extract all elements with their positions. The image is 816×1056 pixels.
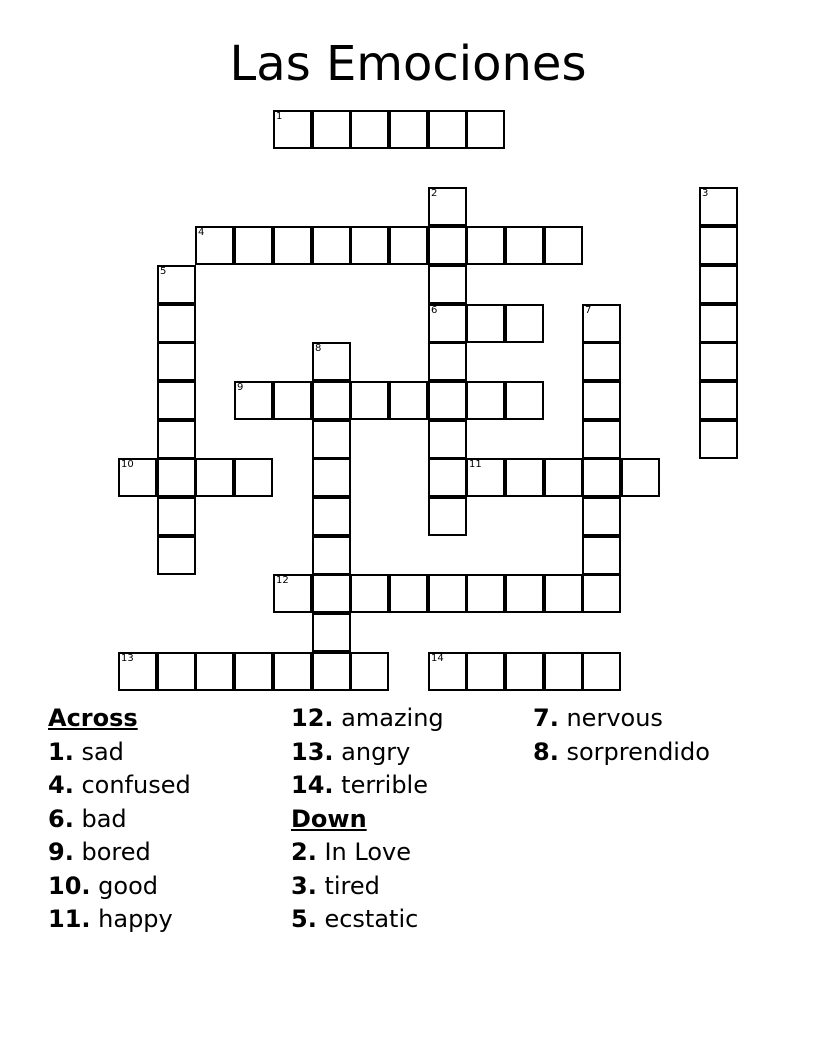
across-heading: Across [48,704,138,732]
grid-cell[interactable] [195,652,234,691]
grid-cell[interactable] [505,458,544,497]
grid-cell[interactable] [157,497,196,536]
grid-cell[interactable] [234,226,273,265]
clue-number: 3 [702,188,709,199]
clue-across-1: 1. sad [48,737,124,766]
grid-cell[interactable] [582,652,621,691]
grid-cell[interactable] [428,342,467,381]
grid-cell[interactable] [312,574,351,613]
clue-column-1 [48,702,191,937]
clue-across-6: 6. bad [48,804,127,833]
clue-number: 8 [315,343,322,354]
grid-cell[interactable] [428,110,467,149]
clue-number: 2 [431,188,438,199]
grid-cell[interactable] [428,304,467,343]
grid-cell[interactable] [157,304,196,343]
grid-cell[interactable] [312,110,351,149]
clue-number: 9 [237,382,244,393]
clue-down-2: 2. In Love [291,838,411,866]
grid-cell[interactable] [544,574,583,613]
grid-cell[interactable] [234,652,273,691]
grid-cell[interactable] [195,226,234,265]
grid-cell[interactable] [505,381,544,420]
grid-cell[interactable] [195,458,234,497]
grid-cell[interactable] [157,342,196,381]
grid-cell[interactable] [157,458,196,497]
down-heading: Down [291,804,367,833]
clue-number: 13 [121,653,134,664]
clue-down-8: 8. sorprendido [533,737,710,766]
clue-across-10: 10. good [48,871,158,900]
grid-cell[interactable] [234,458,273,497]
grid-cell[interactable] [505,652,544,691]
grid-cell[interactable] [389,110,428,149]
grid-cell[interactable] [157,536,196,575]
grid-cell[interactable] [350,381,389,420]
grid-cell[interactable] [582,574,621,613]
grid-cell[interactable] [544,652,583,691]
grid-cell[interactable] [505,226,544,265]
grid-cell[interactable] [582,458,621,497]
grid-cell[interactable] [505,574,544,613]
clue-number: 7 [585,305,592,316]
grid-cell[interactable] [350,652,389,691]
clue-number: 6 [431,305,438,316]
grid-cell[interactable] [544,458,583,497]
grid-cell[interactable] [582,342,621,381]
grid-cell[interactable] [699,381,738,420]
grid-cell[interactable] [582,536,621,575]
grid-cell[interactable] [466,652,505,691]
clue-number: 11 [469,459,482,470]
grid-cell[interactable] [312,458,351,497]
grid-cell[interactable] [312,536,351,575]
grid-cell[interactable] [582,381,621,420]
grid-cell[interactable] [428,187,467,226]
grid-cell[interactable] [699,420,738,459]
grid-cell[interactable] [273,226,312,265]
grid-cell[interactable] [428,652,467,691]
grid-cell[interactable] [699,342,738,381]
grid-cell[interactable] [312,652,351,691]
grid-cell[interactable] [157,381,196,420]
grid-cell[interactable] [389,226,428,265]
grid-cell[interactable] [466,110,505,149]
clue-down-5: 5. ecstatic [291,905,419,933]
grid-cell[interactable] [312,420,351,459]
grid-cell[interactable] [273,652,312,691]
clue-number: 12 [276,575,289,586]
clue-across-13: 13. angry [291,737,411,766]
grid-cell[interactable] [118,458,157,497]
grid-cell[interactable] [466,226,505,265]
grid-cell[interactable] [582,497,621,536]
grid-cell[interactable] [312,381,351,420]
clue-down-7: 7. nervous [533,704,663,732]
grid-cell[interactable] [428,226,467,265]
clue-number: 14 [431,653,444,664]
grid-cell[interactable] [699,304,738,343]
grid-cell[interactable] [350,226,389,265]
grid-cell[interactable] [699,187,738,226]
grid-cell[interactable] [428,420,467,459]
page-title: Las Emociones [229,36,587,92]
grid-cell[interactable] [157,420,196,459]
grid-cell[interactable] [273,381,312,420]
grid-cell[interactable] [389,381,428,420]
grid-cell[interactable] [466,458,505,497]
grid-cell[interactable] [157,652,196,691]
grid-cell[interactable] [428,265,467,304]
clue-number: 10 [121,459,134,470]
grid-cell[interactable] [466,304,505,343]
clue-column-2 [291,702,444,937]
grid-cell[interactable] [505,304,544,343]
grid-cell[interactable] [428,574,467,613]
grid-cell[interactable] [157,265,196,304]
grid-cell[interactable] [273,110,312,149]
grid-cell[interactable] [350,110,389,149]
clue-number: 1 [276,111,283,122]
grid-cell[interactable] [312,226,351,265]
grid-cell[interactable] [466,574,505,613]
grid-cell[interactable] [312,613,351,652]
grid-cell[interactable] [273,574,312,613]
grid-cell[interactable] [699,226,738,265]
clue-number: 5 [160,266,167,277]
clue-across-9: 9. bored [48,838,151,866]
grid-cell[interactable] [389,574,428,613]
grid-cell[interactable] [582,420,621,459]
grid-cell[interactable] [699,265,738,304]
clue-across-14: 14. terrible [291,771,428,799]
grid-cell[interactable] [428,497,467,536]
grid-cell[interactable] [582,304,621,343]
clue-across-11: 11. happy [48,905,173,933]
grid-cell[interactable] [118,652,157,691]
grid-cell[interactable] [466,381,505,420]
grid-cell[interactable] [544,226,583,265]
clue-down-3: 3. tired [291,871,380,900]
clue-column-3 [533,702,710,769]
grid-cell[interactable] [312,497,351,536]
grid-cell[interactable] [234,381,273,420]
clue-number: 4 [198,227,205,238]
grid-cell[interactable] [428,381,467,420]
grid-cell[interactable] [428,458,467,497]
grid-cell[interactable] [312,342,351,381]
clue-across-4: 4. confused [48,771,191,799]
clue-across-12: 12. amazing [291,704,444,732]
grid-cell[interactable] [621,458,660,497]
grid-cell[interactable] [350,574,389,613]
